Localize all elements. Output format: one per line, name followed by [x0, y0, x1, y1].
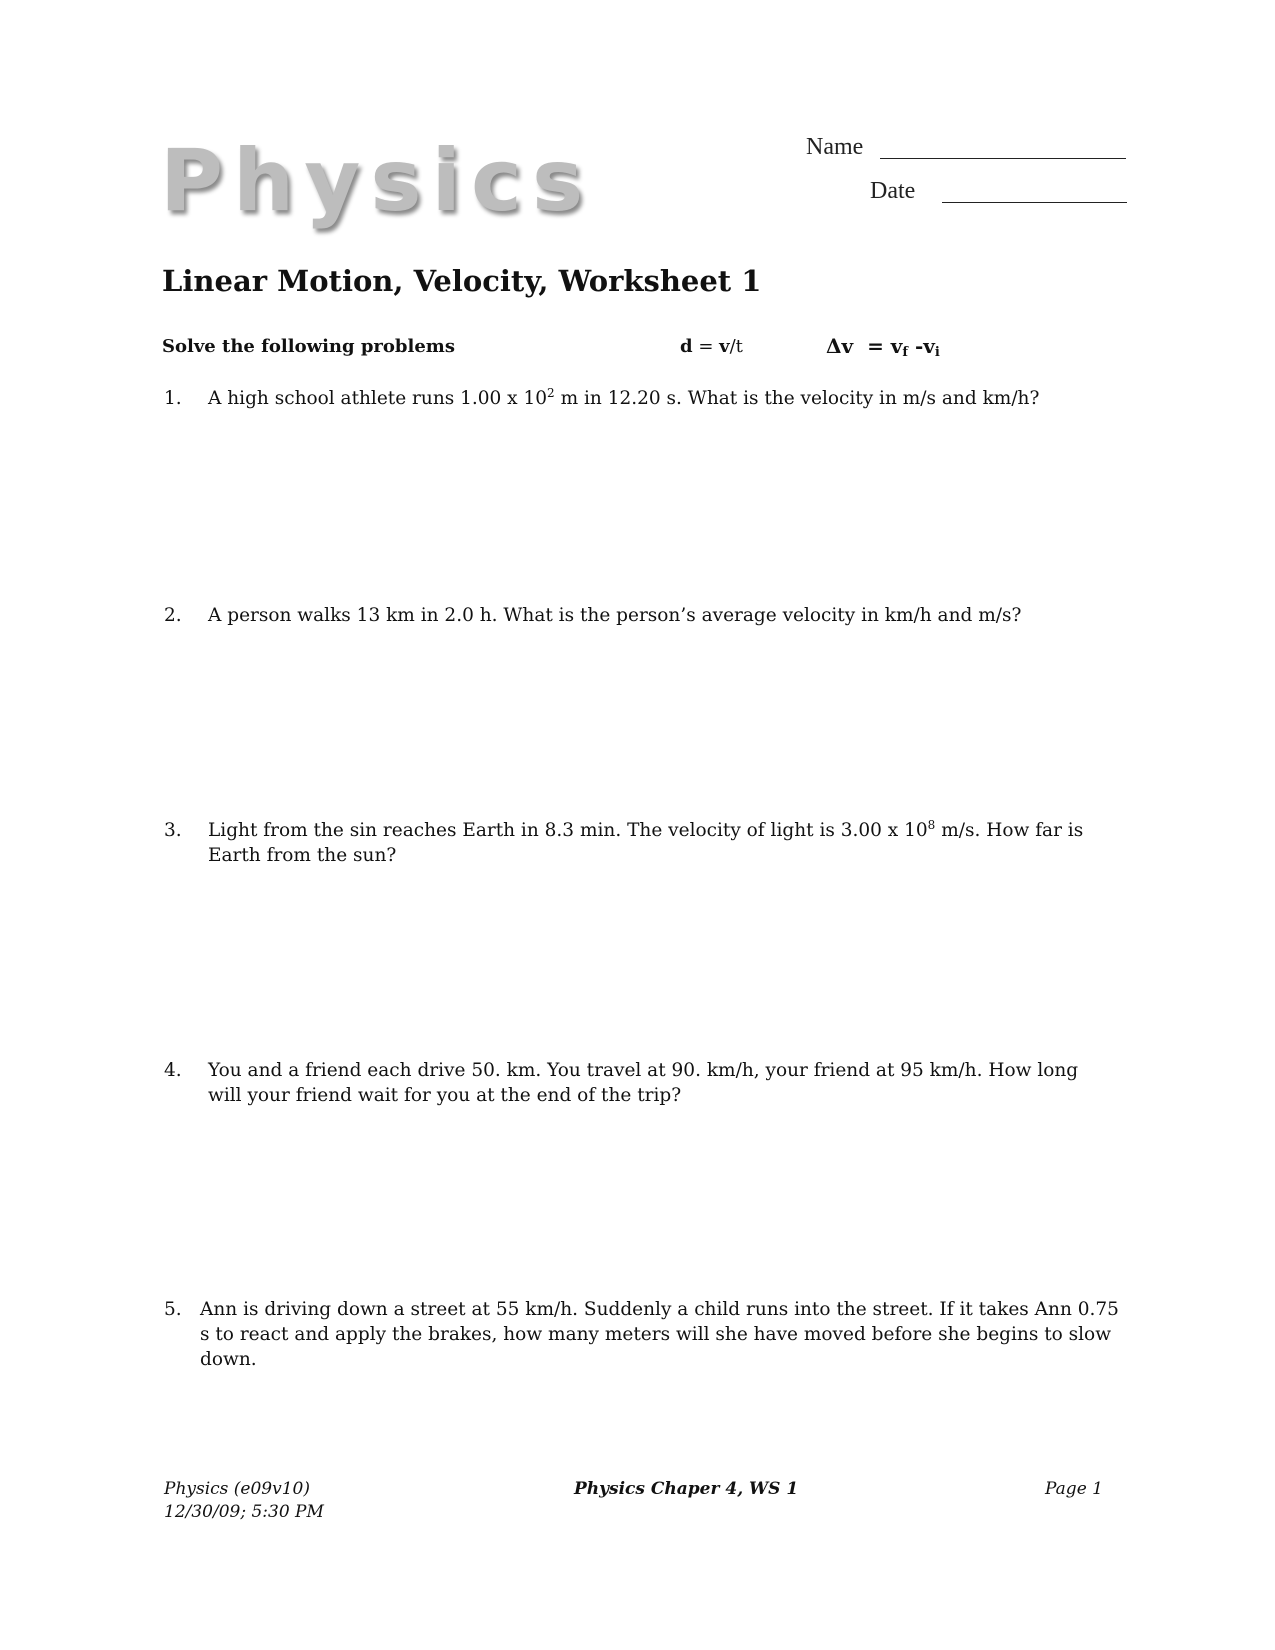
question-number: 1. — [164, 388, 182, 409]
question-number: 3. — [164, 820, 182, 841]
question-text: Light from the sin reaches Earth in 8.3 min. The velocity of light is 3.00 x $10^8$ m/s. How far is Earth from the sun? — [208, 818, 1084, 866]
footer-version: Physics (e09v10) — [164, 1479, 310, 1499]
footer-chapter: Physics Chaper 4, WS 1 — [574, 1479, 799, 1499]
question-number: 5. — [164, 1299, 182, 1320]
name-field[interactable] — [806, 134, 863, 161]
instructions: Solve the following problems — [162, 336, 455, 357]
question-number: 4. — [164, 1060, 182, 1081]
physics-logo: Physics — [160, 131, 594, 231]
question-text: A person walks 13 km in 2.0 h. What is the person’s average velocity in km/h and m/s? — [208, 605, 1022, 626]
distance-formula: d = v/t — [680, 336, 743, 357]
worksheet-title: Linear Motion, Velocity, Worksheet 1 — [162, 264, 762, 298]
question-text: A high school athlete runs 1.00 x $10^2$ m in 12.20 s. What is the velocity in m/s and km/h? — [208, 386, 1040, 409]
footer-date: 12/30/09; 5:30 PM — [164, 1502, 324, 1522]
question-text: Ann is driving down a street at 55 km/h. Suddenly a child runs into the street. If it takes Ann 0.75 s to react and apply the brakes, how many meters will she have moved before she begins to slow down. — [200, 1299, 1119, 1370]
date-field[interactable] — [870, 178, 915, 205]
date-underline[interactable] — [942, 202, 1127, 203]
footer-version-date — [164, 1478, 324, 1524]
question-number: 2. — [164, 605, 182, 626]
question-text: You and a friend each drive 50. km. You travel at 90. km/h, your friend at 95 km/h. How long will your friend wait for you at the end of the trip? — [208, 1060, 1079, 1106]
delta-velocity-formula: $\Delta v = v_f$ $-v_i$ — [826, 334, 940, 360]
name-label: Name — [806, 134, 864, 160]
footer-page-number: Page 1 — [1045, 1479, 1103, 1499]
name-underline[interactable] — [880, 158, 1126, 159]
date-label: Date — [870, 178, 916, 204]
